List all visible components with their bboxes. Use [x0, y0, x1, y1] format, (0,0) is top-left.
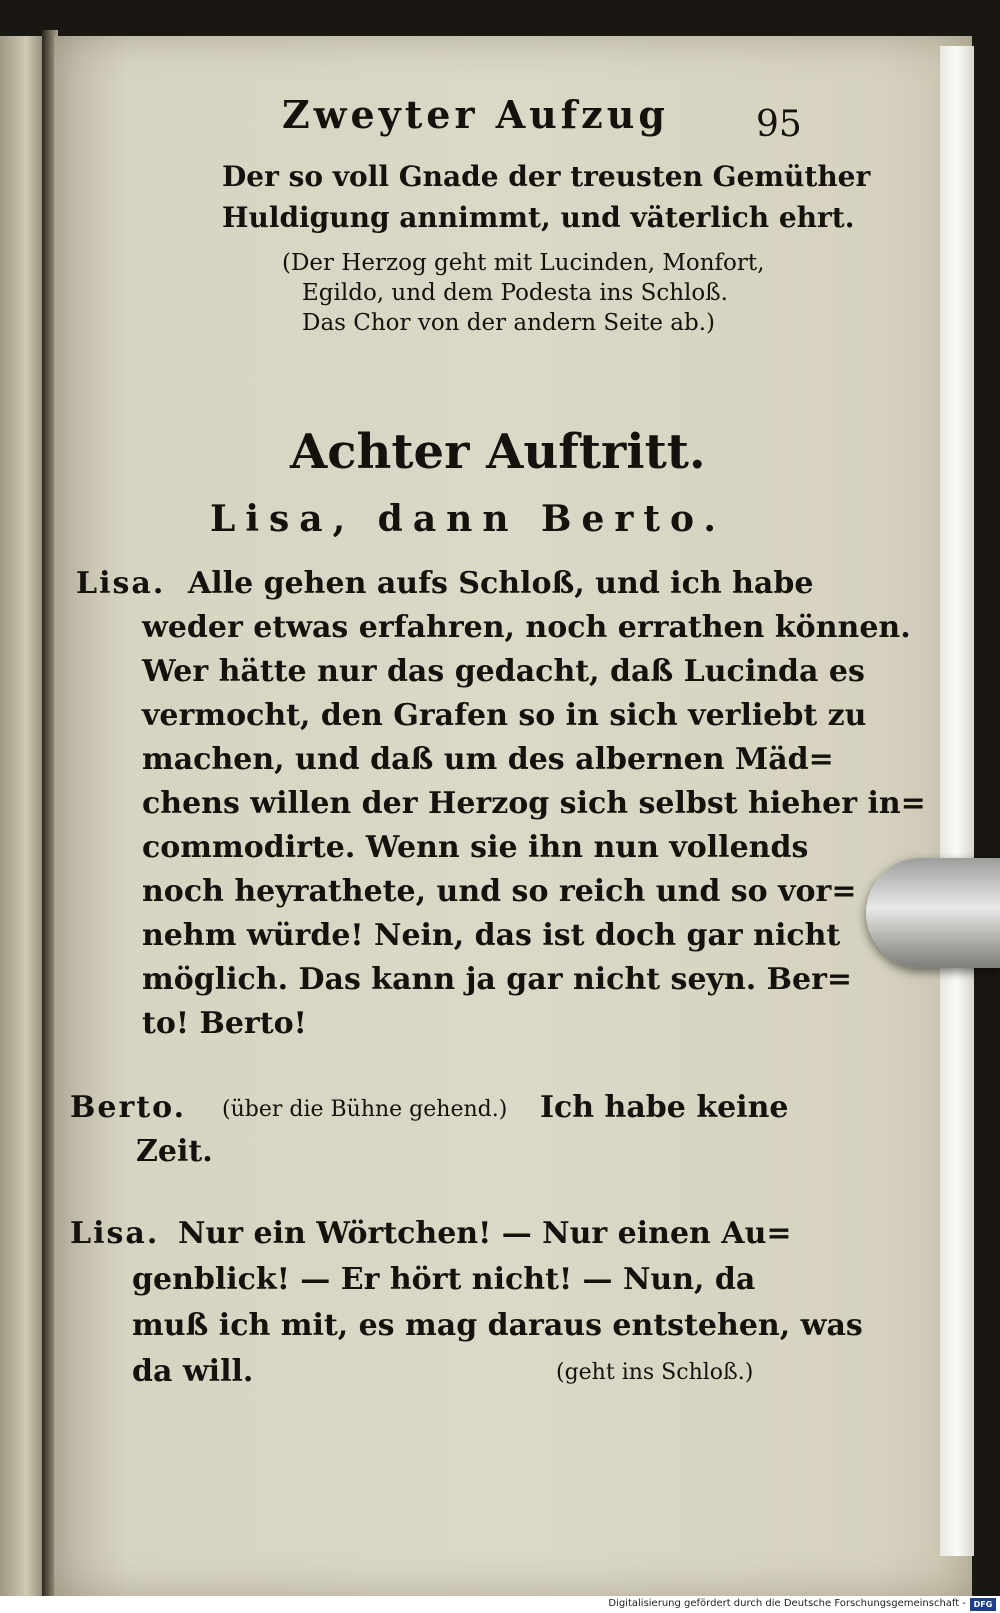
- stage-direction-line: (Der Herzog geht mit Lucinden, Monfort,: [282, 250, 765, 276]
- page-stack-edge: [940, 46, 974, 1556]
- speaker-label: Lisa.: [70, 1216, 160, 1251]
- stage-direction-line: Egildo, und dem Podesta ins Schloß.: [302, 280, 728, 306]
- verse-line: Der so voll Gnade der treusten Gemüther: [222, 160, 871, 193]
- speech-line: genblick! — Er hört nicht! — Nun, da: [132, 1262, 756, 1297]
- dfg-logo: DFG: [970, 1598, 996, 1611]
- page-clip: [866, 858, 1000, 968]
- speaker-label: Lisa.: [76, 566, 166, 601]
- speech-line: machen, und daß um des albernen Mäd=: [142, 742, 834, 777]
- left-page-edge: [0, 36, 44, 1596]
- speech-line: chens willen der Herzog sich selbst hieher in=: [142, 786, 926, 821]
- stage-direction-inline: (über die Bühne gehend.): [222, 1097, 508, 1122]
- speech-line: möglich. Das kann ja gar nicht seyn. Ber=: [142, 962, 853, 997]
- speech-line: Nur ein Wörtchen! — Nur einen Au=: [178, 1216, 792, 1251]
- speech-line: Zeit.: [136, 1134, 213, 1169]
- speech-line: Alle gehen aufs Schloß, und ich habe: [188, 566, 814, 601]
- exit-stage-direction: (geht ins Schloß.): [556, 1360, 754, 1385]
- speech-line: Ich habe keine: [540, 1090, 789, 1125]
- funding-credit: Digitalisierung gefördert durch die Deutsche Forschungsgemeinschaft -: [608, 1598, 966, 1609]
- speech-line: commodirte. Wenn sie ihn nun vollends: [142, 830, 809, 865]
- page-number: 95: [756, 104, 802, 145]
- speaker-label: Berto.: [70, 1090, 187, 1125]
- scene-title: Achter Auftritt.: [290, 424, 706, 480]
- speech-line: noch heyrathete, und so reich und so vor=: [142, 874, 857, 909]
- speech-line: to! Berto!: [142, 1006, 307, 1041]
- speech-line: da will.: [132, 1354, 254, 1389]
- verse-line: Huldigung annimmt, und väterlich ehrt.: [222, 201, 855, 234]
- scene-characters: Lisa, dann Berto.: [210, 498, 726, 540]
- stage-direction-line: Das Chor von der andern Seite ab.): [302, 310, 716, 336]
- running-title: Zweyter Aufzug: [282, 92, 669, 137]
- speech-line: weder etwas erfahren, noch errathen können.: [142, 610, 911, 645]
- speech-line: muß ich mit, es mag daraus entstehen, was: [132, 1308, 863, 1343]
- speech-line: Wer hätte nur das gedacht, daß Lucinda es: [142, 654, 865, 689]
- speech-line: nehm würde! Nein, das ist doch gar nicht: [142, 918, 841, 953]
- speech-line: vermocht, den Grafen so in sich verliebt zu: [142, 698, 867, 733]
